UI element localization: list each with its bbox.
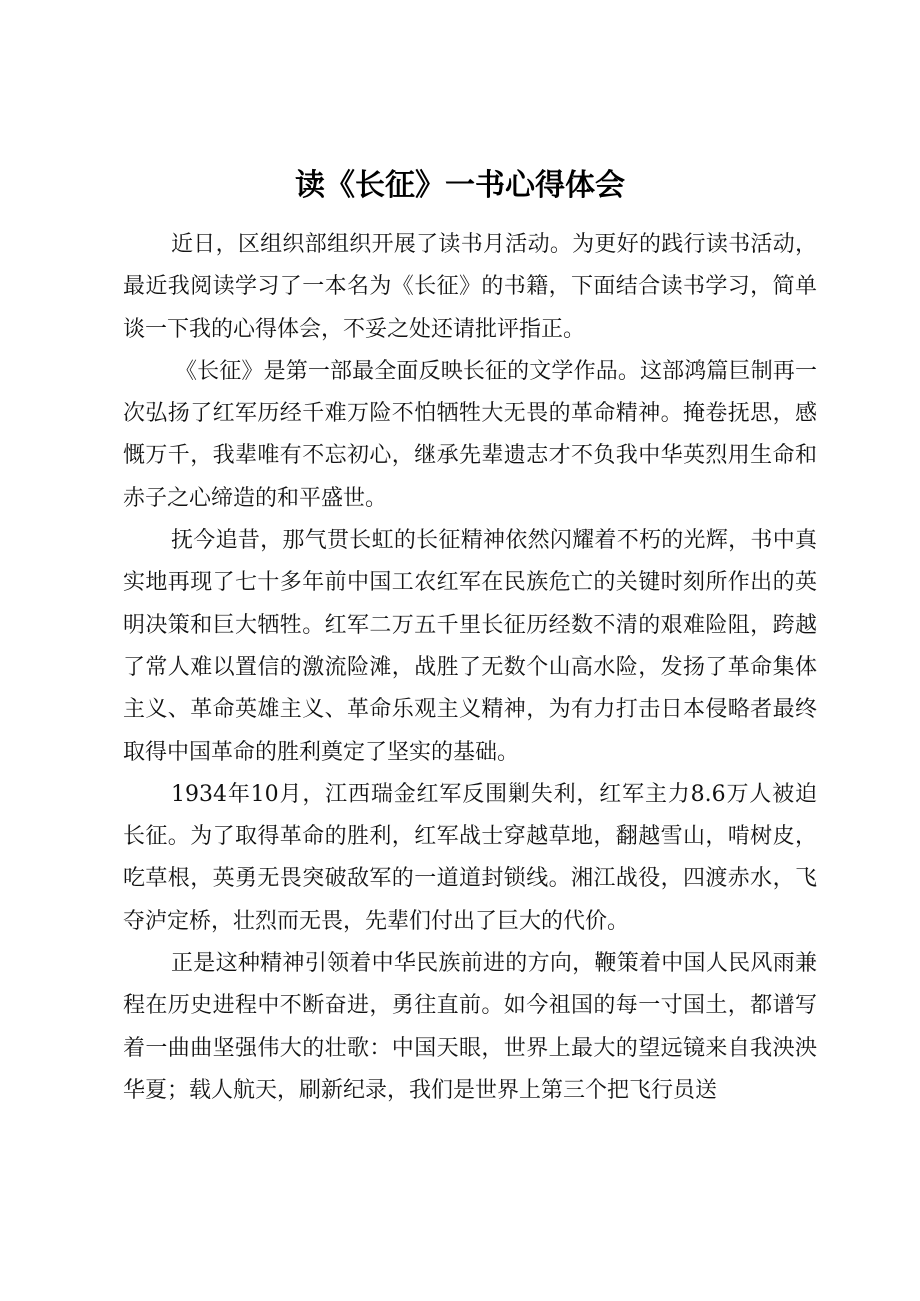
paragraph-4: 1934年10月，江西瑞金红军反围剿失利，红军主力8.6万人被迫长征。为了取得革命的胜利，红军战士穿越草地，翻越雪山，啃树皮，吃草根，英勇无畏突破敌军的一道道封锁线。湘江战役，四渡赤水，飞夺泸定桥，壮烈而无畏，先辈们付出了巨大的代价。 xyxy=(123,781,817,934)
paragraph-5: 正是这种精神引领着中华民族前进的方向，鞭策着中国人民风雨兼程在历史进程中不断奋进，勇往直前。如今祖国的每一寸国土，都谱写着一曲曲坚强伟大的壮歌：中国天眼，世界上最大的望远镜来自我泱泱华夏；载人航天，刷新纪录，我们是世界上第三个把飞行员送 xyxy=(123,951,817,1103)
paragraph-2: 《长征》是第一部最全面反映长征的文学作品。这部鸿篇巨制再一次弘扬了红军历经千难万险不怕牺牲大无畏的革命精神。掩卷抚思，感慨万千，我辈唯有不忘初心，继承先辈遗志才不负我中华英烈用生命和赤子之心缔造的和平盛世。 xyxy=(123,358,817,511)
paragraph-3: 抚今追昔，那气贯长虹的长征精神依然闪耀着不朽的光辉，书中真实地再现了七十多年前中国工农红军在民族危亡的关键时刻所作出的英明决策和巨大牺牲。红军二万五千里长征历经数不清的艰难险阻，跨越了常人难以置信的激流险滩，战胜了无数个山高水险，发扬了革命集体主义、革命英雄主义、革命乐观主义精神，为有力打击日本侵略者最终取得中国革命的胜利奠定了坚实的基础。 xyxy=(123,528,817,765)
document-body xyxy=(123,224,817,1112)
document-title: 读《长征》一书心得体会 xyxy=(295,168,625,203)
paragraph-1: 近日，区组织部组织开展了读书月活动。为更好的践行读书活动，最近我阅读学习了一本名为《长征》的书籍，下面结合读书学习，简单谈一下我的心得体会，不妥之处还请批评指正。 xyxy=(123,232,817,342)
